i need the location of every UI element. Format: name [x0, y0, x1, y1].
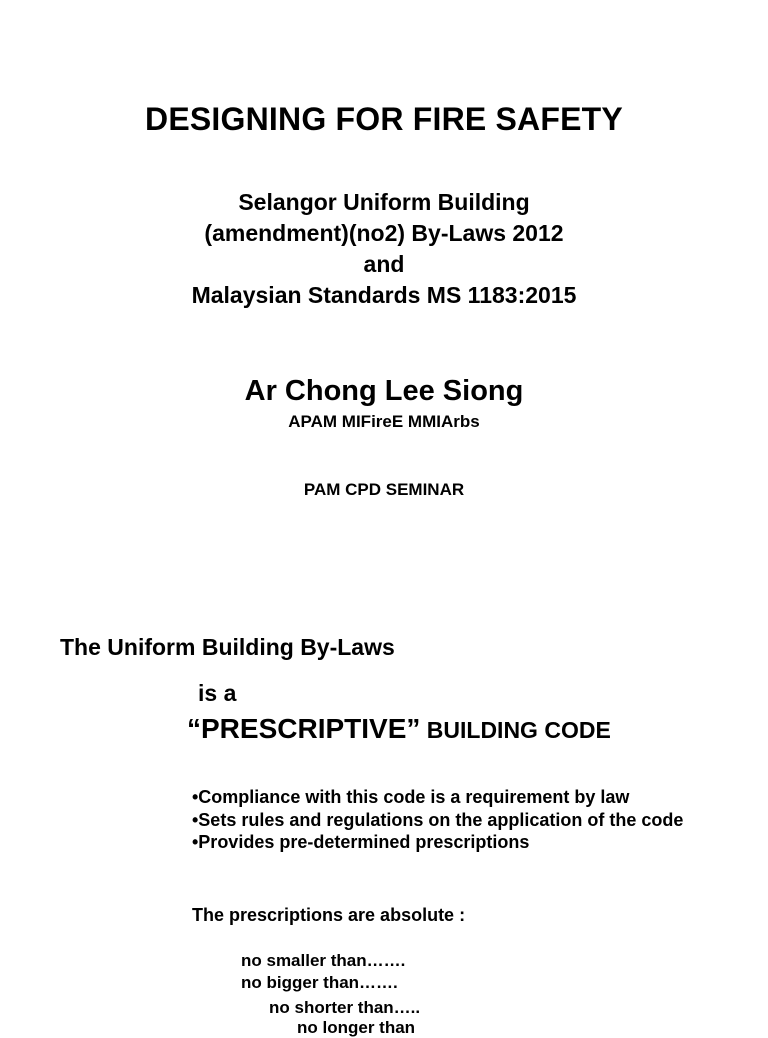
bullet-item: •Sets rules and regulations on the application of the code — [192, 809, 684, 830]
prescriptions-absolute-text: The prescriptions are absolute : — [192, 905, 466, 925]
author-name: Ar Chong Lee Siong — [244, 375, 524, 407]
section-heading: The Uniform Building By-Laws — [60, 634, 395, 660]
prescriptive-statement — [187, 713, 611, 745]
building-code-text: BUILDING CODE — [420, 717, 611, 743]
limit-line: no smaller than……. — [241, 951, 406, 970]
bullet-list — [192, 786, 683, 854]
is-a-text: is a — [198, 680, 237, 706]
seminar-label: PAM CPD SEMINAR — [303, 480, 465, 499]
prescriptive-word: “PRESCRIPTIVE” — [187, 713, 421, 744]
subtitle-line-4: Malaysian Standards MS 1183:2015 — [191, 282, 577, 308]
limit-line: no bigger than……. — [241, 973, 398, 992]
subtitle-line-3: and — [363, 251, 405, 277]
subtitle-line-2: (amendment)(no2) By-Laws 2012 — [204, 220, 564, 246]
limit-line: no longer than — [297, 1018, 416, 1037]
author-credentials: APAM MIFireE MMIArbs — [288, 412, 480, 431]
subtitle-line-1: Selangor Uniform Building — [238, 189, 530, 215]
limit-line: no shorter than….. — [269, 998, 421, 1017]
bullet-item: •Compliance with this code is a requirement by law — [192, 787, 630, 807]
bullet-item: •Provides pre-determined prescriptions — [192, 832, 530, 852]
page-title: DESIGNING FOR FIRE SAFETY — [145, 101, 623, 137]
